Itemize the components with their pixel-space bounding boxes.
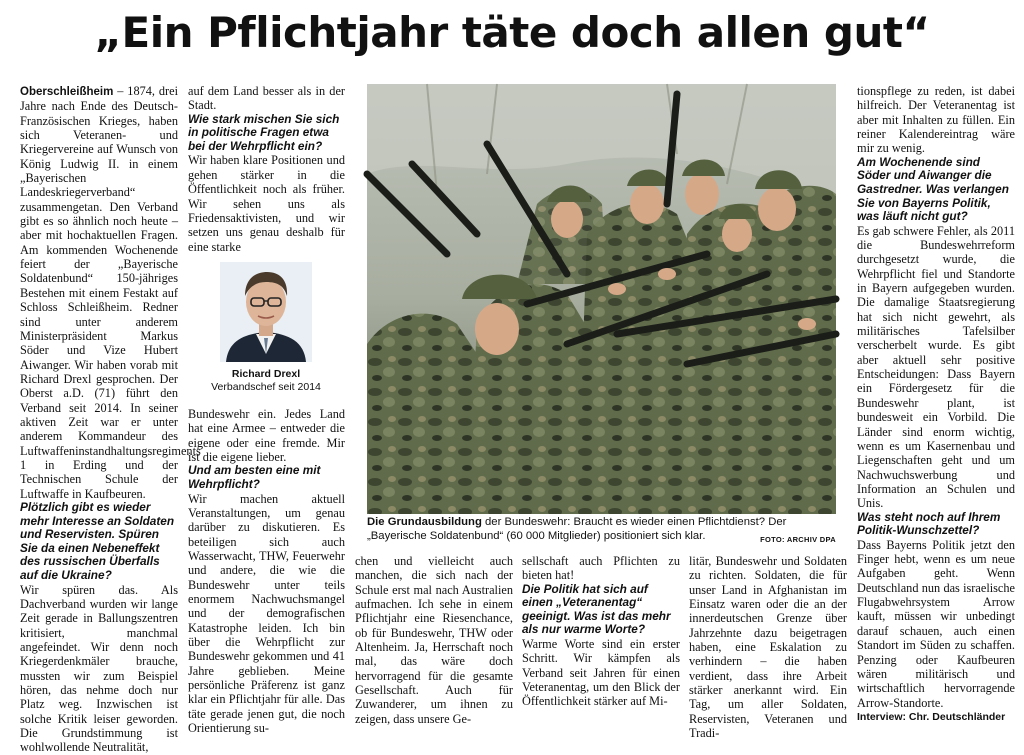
question-2: Wie stark mischen Sie sich in politische Fragen etwa bei der Wehrpflicht ein?: [188, 111, 340, 153]
answer-6: Dass Bayerns Politik jetzt den Finger hebt, wenn es um neue Aufgaben geht. Wenn Deutschland nun das israelische Flugabwehrsystem Arrow kauft, müssen wir unbedingt darauf schauen, auch einen Standort im Süden zu schaffen. Penzing oder Kaufbeuren wären militärisch und wirtschaftlich hervorragende Arrow-Standorte.: [857, 537, 1015, 710]
interview-signature: Interview: Chr. Deutschländer: [857, 710, 1006, 723]
column-1: [20, 84, 201, 755]
caption-text: der Bundeswehr: Braucht es wieder einen Pflichtdienst? Der „Bayerische Soldatenbund“ (60 000 Mitglieder) positioniert sich klar.: [367, 516, 787, 542]
column-6: [857, 84, 1015, 724]
portrait-name: Richard Drexl: [231, 368, 301, 380]
intro-paragraph: Oberschleißheim – 1874, drei Jahre nach Ende des Deutsch- Französischen Krieges, haben sich Veteranen- und Kriegervereine auf Wunsch von König Ludwig II. in einem „Bayerischen Landeskriegerverband“ zusammengetan. Den Verband gibt es so ähnlich noch heute – aber mit hochaktuellen Fragen. Am kommenden Wochenende feiert der „Bayerische Soldatenbund“ 150-jähriges Bestehen mit einem Festakt auf Schloss Schleißheim. Redner sind unter anderem Ministerpräsident Markus Söder und Vize Hubert Aiwanger. Wir haben vorab mit Richard Drexl gesprochen. Der Oberst a.D. (71) führt den Verband seit 2014. In seiner aktiven Zeit war er unter anderem Kommandeur des Luftwaffeninstandhaltungsregiments 1 in Erding und der Technischen Schule der Luftwaffe in Kaufbeuren.: [20, 84, 201, 501]
question-4: Die Politik hat sich auf einen „Veteranentag“ geeinigt. Was ist das mehr als nur warme Worte?: [522, 581, 671, 637]
headline: „Ein Pflichtjahr täte doch allen gut“: [94, 8, 930, 57]
column-2-bottom: [188, 407, 345, 736]
col3-text: chen und vielleicht auch manchen, die sich nach der Schule erst mal nach Australien aufmachen. Ich sehe in einem Pflichtjahr eine Riesenchance, ob für Bundeswehr, THW oder Altenheim. Ja, Herrschaft noch mal, das wäre doch hervorragend für die gesamte Gesellschaft. Auch für Zuwanderer, um ihnen zu zeigen, dass unsere Ge-: [355, 554, 513, 726]
col2-top-text: auf dem Land besser als in der Stadt.: [188, 84, 345, 113]
question-1: Plötzlich gibt es wieder mehr Interesse an Soldaten und Reservisten. Spüren Sie da einen Nebeneffekt des russischen Überfalls auf die Ukraine?: [20, 499, 175, 582]
col5-text: litär, Bundeswehr und Soldaten zu richten. Soldaten, die für unser Land in Afghanistan im Einsatz waren oder die an der innerdeutschen Grenze über Jahrzehnte dazu beigetragen haben, eine Eskalation zu verhindern – die haben verdient, dass ihre Arbeit stärker anerkannt wird. Ein Tag, um aller Soldaten, Reservisten, Veteranen und Tradi-: [689, 554, 847, 741]
photo-credit: FOTO: ARCHIV DPA: [760, 534, 836, 544]
column-2-top: [188, 84, 345, 252]
question-5: Am Wochenende sind Söder und Aiwanger die Gastredner. Was verlangen Sie von Bayerns Politik, was läuft nicht gut?: [857, 154, 1009, 224]
col6-top-text: tionspflege zu reden, ist dabei hilfreich. Der Veteranentag ist aber mit Inhalten zu füllen. Ein reiner Kalendereintrag wäre mir zu wenig.: [857, 84, 1015, 156]
soldiers-photo: [367, 84, 836, 514]
photo-image: [367, 84, 836, 514]
answer-5: Es gab schwere Fehler, als 2011 die Bundeswehrreform durchgesetzt wurde, die Wehrpflicht fiel und Standorte in Bayern aufgegeben wurden. Die damalige Staatsregierung hat sich nicht gewehrt, als militärisches Tafelsilber verscherbelt wurde. Es gibt aber aktuell sehr positive Entscheidungen: Dass Bayern ein Fördergesetz für die Bundeswehr plant, ist bundesweit ein Vorbild. Die Länder sind enorm wichtig, wenn es um Kasernenbau und Liegenschaften geht und um Nachwuchswerbung und Information an Schulen und Unis.: [857, 223, 1015, 511]
answer-3: Wir machen aktuell Veranstaltungen, um genau darüber zu diskutieren. Es beteiligen sich auch Wasserwacht, THW, Feuerwehr und andere, die wie die Bundeswehr unter teils enormem Nachwuchsmangel und der demografischen Katastrophe leiden. Ich bin über die Wehrpflicht zur Bundeswehr gekommen und 41 Jahre geblieben. Meine persönliche Präferenz ist ganz klar ein Pflichtjahr für alle. Das täte gerade jenen gut, die noch Orientierung su-: [188, 491, 345, 736]
portrait-image: [220, 262, 312, 362]
column-5: [689, 554, 847, 741]
answer-1: Wir spüren das. Als Dachverband wurden wir lange Zeit gerade in Ballungszentren kritisiert, manchmal angefeindet. Wir denn noch Kriegerdenkmäler brauche, mussten wir zum Beispiel hören, das nehme doch nur Platz weg. Inzwischen ist solche Kritik leiser geworden. Die Grundstimmung ist wohlwollende Neutralität,: [20, 582, 178, 755]
answer-2: Wir haben klare Positionen und gehen stärker in die Öffentlichkeit noch als früher. Wir sehen uns als Friedensaktivisten, und wir setzen uns genau deshalb für eine starke: [188, 153, 345, 254]
column-4: [522, 554, 680, 724]
caption-lead: Die Grundausbildung: [367, 516, 482, 528]
portrait-role: Verbandschef seit 2014: [211, 380, 321, 393]
answer-4: Warme Worte sind ein erster Schritt. Wir kämpfen als Verband seit Jahren für einen Veteranentag, um den Blick der Öffentlichkeit stärker auf Mi-: [522, 637, 680, 709]
portrait-richard-drexl: [220, 262, 312, 362]
photo-caption: [367, 516, 836, 546]
portrait-caption: [200, 368, 332, 393]
answer-2-cont: Bundeswehr ein. Jedes Land hat eine Armee – entweder die eigene oder eine fremde. Mir ist die eigene lieber.: [188, 407, 345, 465]
col4-top-text: sellschaft auch Pflichten zu bieten hat!: [522, 554, 680, 583]
dateline: Oberschleißheim: [20, 86, 114, 98]
column-3: [355, 554, 513, 724]
question-6: Was steht noch auf Ihrem Politik-Wunschzettel?: [857, 509, 1001, 538]
question-3: Und am besten eine mit Wehrpflicht?: [188, 463, 321, 491]
